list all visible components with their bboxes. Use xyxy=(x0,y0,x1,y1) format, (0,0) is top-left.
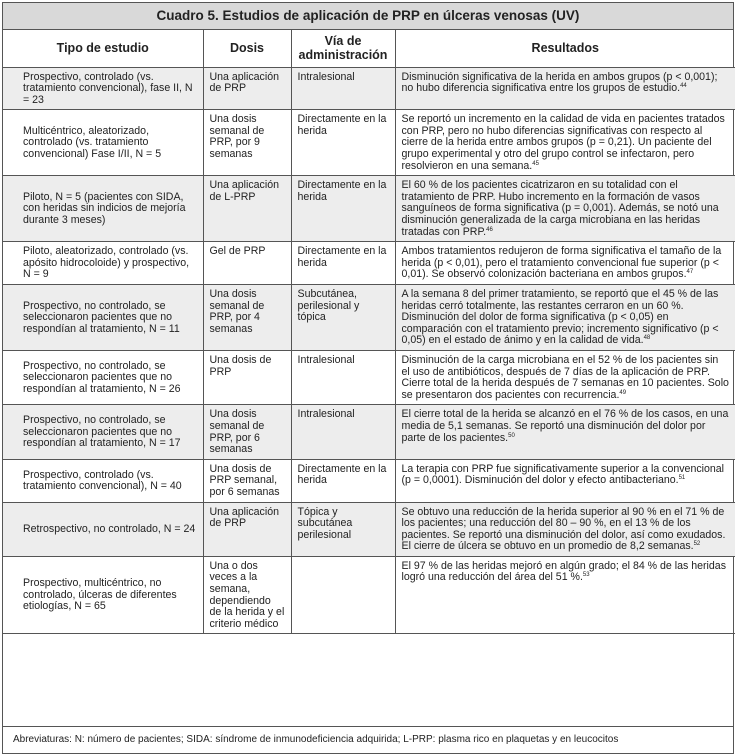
cell-via xyxy=(291,556,395,634)
result-text: Disminución significativa de la herida en ambos grupos (p < 0,001); no hubo diferencia significativa entre los grupos de estudio. xyxy=(401,70,718,95)
cell-dosis: Una dosis semanal de PRP, por 9 semanas xyxy=(203,110,291,176)
cell-dosis: Una aplicación de PRP xyxy=(203,502,291,556)
cell-resultados xyxy=(395,556,735,634)
result-text: La terapia con PRP fue significativamente superior a la convencional (p = 0,0001). Disminución del dolor y efecto antibacteriano. xyxy=(401,462,725,487)
cell-via: Directamente en la herida xyxy=(291,176,395,242)
cell-resultados xyxy=(395,285,735,351)
table-frame xyxy=(2,2,734,754)
cell-resultados xyxy=(395,176,735,242)
reference-number: 49 xyxy=(619,389,627,396)
abbreviations-footnote: Abreviaturas: N: número de pacientes; SIDA: síndrome de inmunodeficiencia adquirida; L-PRP: plasma rico en plaquetas y en leucocitos xyxy=(3,726,733,753)
table-row xyxy=(3,67,735,110)
cell-dosis: Una dosis semanal de PRP, por 4 semanas xyxy=(203,285,291,351)
table-row xyxy=(3,405,735,459)
cell-via: Intralesional xyxy=(291,67,395,110)
reference-number: 45 xyxy=(532,160,539,167)
reference-number: 52 xyxy=(693,541,701,548)
cell-dosis: Gel de PRP xyxy=(203,242,291,285)
table-row xyxy=(3,242,735,285)
cell-resultados xyxy=(395,110,735,176)
cell-tipo: Prospectivo, no controlado, se seleccionaron pacientes que no respondían al tratamiento, N = 26 xyxy=(3,350,203,404)
cell-via: Intralesional xyxy=(291,350,395,404)
cell-tipo: Prospectivo, controlado (vs. tratamiento convencional), fase II, N = 23 xyxy=(3,67,203,110)
cell-resultados xyxy=(395,67,735,110)
cell-tipo: Prospectivo, controlado (vs. tratamiento convencional), N = 40 xyxy=(3,459,203,502)
cell-via: Intralesional xyxy=(291,405,395,459)
reference-number: 44 xyxy=(680,83,687,90)
cell-tipo: Piloto, aleatorizado, controlado (vs. apósito hidrocoloide) y prospectivo, N = 9 xyxy=(3,242,203,285)
cell-dosis: Una dosis semanal de PRP, por 6 semanas xyxy=(203,405,291,459)
cell-tipo: Prospectivo, no controlado, se seleccionaron pacientes que no respondían al tratamiento, N = 17 xyxy=(3,405,203,459)
studies-table xyxy=(3,30,735,634)
header-dosis: Dosis xyxy=(203,30,291,67)
cell-dosis: Una dosis de PRP semanal, por 6 semanas xyxy=(203,459,291,502)
table-row xyxy=(3,556,735,634)
result-text: El cierre total de la herida se alcanzó en el 76 % de los casos, en una media de 5,1 semanas. Se reportó una disminución del dolor por parte de los pacientes. xyxy=(401,408,729,444)
cell-via: Directamente en la herida xyxy=(291,459,395,502)
cell-resultados xyxy=(395,459,735,502)
cell-tipo: Prospectivo, multicéntrico, no controlado, úlceras de diferentes etiologías, N = 65 xyxy=(3,556,203,634)
cell-dosis: Una o dos veces a la semana, dependiendo de la herida y el criterio médico xyxy=(203,556,291,634)
reference-number: 53 xyxy=(582,572,590,579)
header-row xyxy=(3,30,735,67)
cell-resultados xyxy=(395,242,735,285)
header-tipo: Tipo de estudio xyxy=(3,30,203,67)
result-text: A la semana 8 del primer tratamiento, se reportó que el 45 % de las heridas cerró totalmente, las restantes cerraron en un 60 %. Disminución del dolor de forma significativa (p < 0,05) en comparación con el tratamiento previo; incremento significativo (p < 0,05) en el estado de ánimo y en la calidad de vida. xyxy=(401,288,719,347)
cell-tipo: Prospectivo, no controlado, se seleccionaron pacientes que no respondían al tratamiento, N = 11 xyxy=(3,285,203,351)
result-text: Se reportó un incremento en la calidad de vida en pacientes tratados con PRP, pero no hubo diferencias significativas con respecto al cierre de la herida entre ambos grupos (p = 0,21). Un paciente del grupo experimental y otro del grupo control se infectaron, pero resolvieron en una semana. xyxy=(401,113,725,172)
cell-tipo: Retrospectivo, no controlado, N = 24 xyxy=(3,502,203,556)
cell-via: Tópica y subcutánea perilesional xyxy=(291,502,395,556)
reference-number: 47 xyxy=(686,269,694,276)
result-text: El 97 % de las heridas mejoró en algún grado; el 84 % de las heridas logró una reducción del área del 51 %. xyxy=(401,559,726,584)
cell-resultados xyxy=(395,502,735,556)
cell-dosis: Una aplicación de L-PRP xyxy=(203,176,291,242)
result-text: El 60 % de los pacientes cicatrizaron en su totalidad con el tratamiento de PRP. Hubo incremento en la formación de vasos sanguíneos de forma significativa (p = 0,001). Además, se notó una disminución generalizada de la carga microbiana en las heridas tratadas con PRP. xyxy=(401,179,719,238)
cell-via: Subcutánea, perilesional y tópica xyxy=(291,285,395,351)
cell-resultados xyxy=(395,405,735,459)
table-row xyxy=(3,459,735,502)
cell-resultados xyxy=(395,350,735,404)
reference-number: 51 xyxy=(678,475,686,482)
reference-number: 50 xyxy=(508,432,515,439)
result-text: Disminución de la carga microbiana en el 52 % de los pacientes sin el uso de antibióticos, después de 7 días de la aplicación de PRP. Cierre total de la herida después de 7 semanas en 10 pacientes. Solo se presentaron dos pacientes con recurrencia. xyxy=(401,353,729,401)
table-title: Cuadro 5. Estudios de aplicación de PRP en úlceras venosas (UV) xyxy=(3,3,733,30)
table-row xyxy=(3,110,735,176)
table-row xyxy=(3,285,735,351)
cell-tipo: Piloto, N = 5 (pacientes con SIDA, con heridas sin indicios de mejoría durante 3 meses) xyxy=(3,176,203,242)
table-row xyxy=(3,502,735,556)
cell-dosis: Una dosis de PRP xyxy=(203,350,291,404)
cell-dosis: Una aplicación de PRP xyxy=(203,67,291,110)
cell-via: Directamente en la herida xyxy=(291,110,395,176)
reference-number: 48 xyxy=(643,335,651,342)
cell-via: Directamente en la herida xyxy=(291,242,395,285)
reference-number: 46 xyxy=(486,226,493,233)
table-row xyxy=(3,350,735,404)
header-resultados: Resultados xyxy=(395,30,735,67)
result-text: Ambos tratamientos redujeron de forma significativa el tamaño de la herida (p < 0,01), pero el tratamiento convencional fue superior (p < 0,01). Se observó colonización bacteriana en ambos grupos. xyxy=(401,245,722,281)
table-row xyxy=(3,176,735,242)
result-text: Se obtuvo una reducción de la herida superior al 90 % en el 71 % de los pacientes; una reducción del 80 – 90 %, en el 13 % de los pacientes. Se reportó una disminución del dolor, así como exudados. El cierre de úlcera se obtuvo en un promedio de 8,2 semanas. xyxy=(401,505,726,553)
header-via: Vía de administración xyxy=(291,30,395,67)
cell-tipo: Multicéntrico, aleatorizado, controlado (vs. tratamiento convencional) Fase I/II, N = 5 xyxy=(3,110,203,176)
